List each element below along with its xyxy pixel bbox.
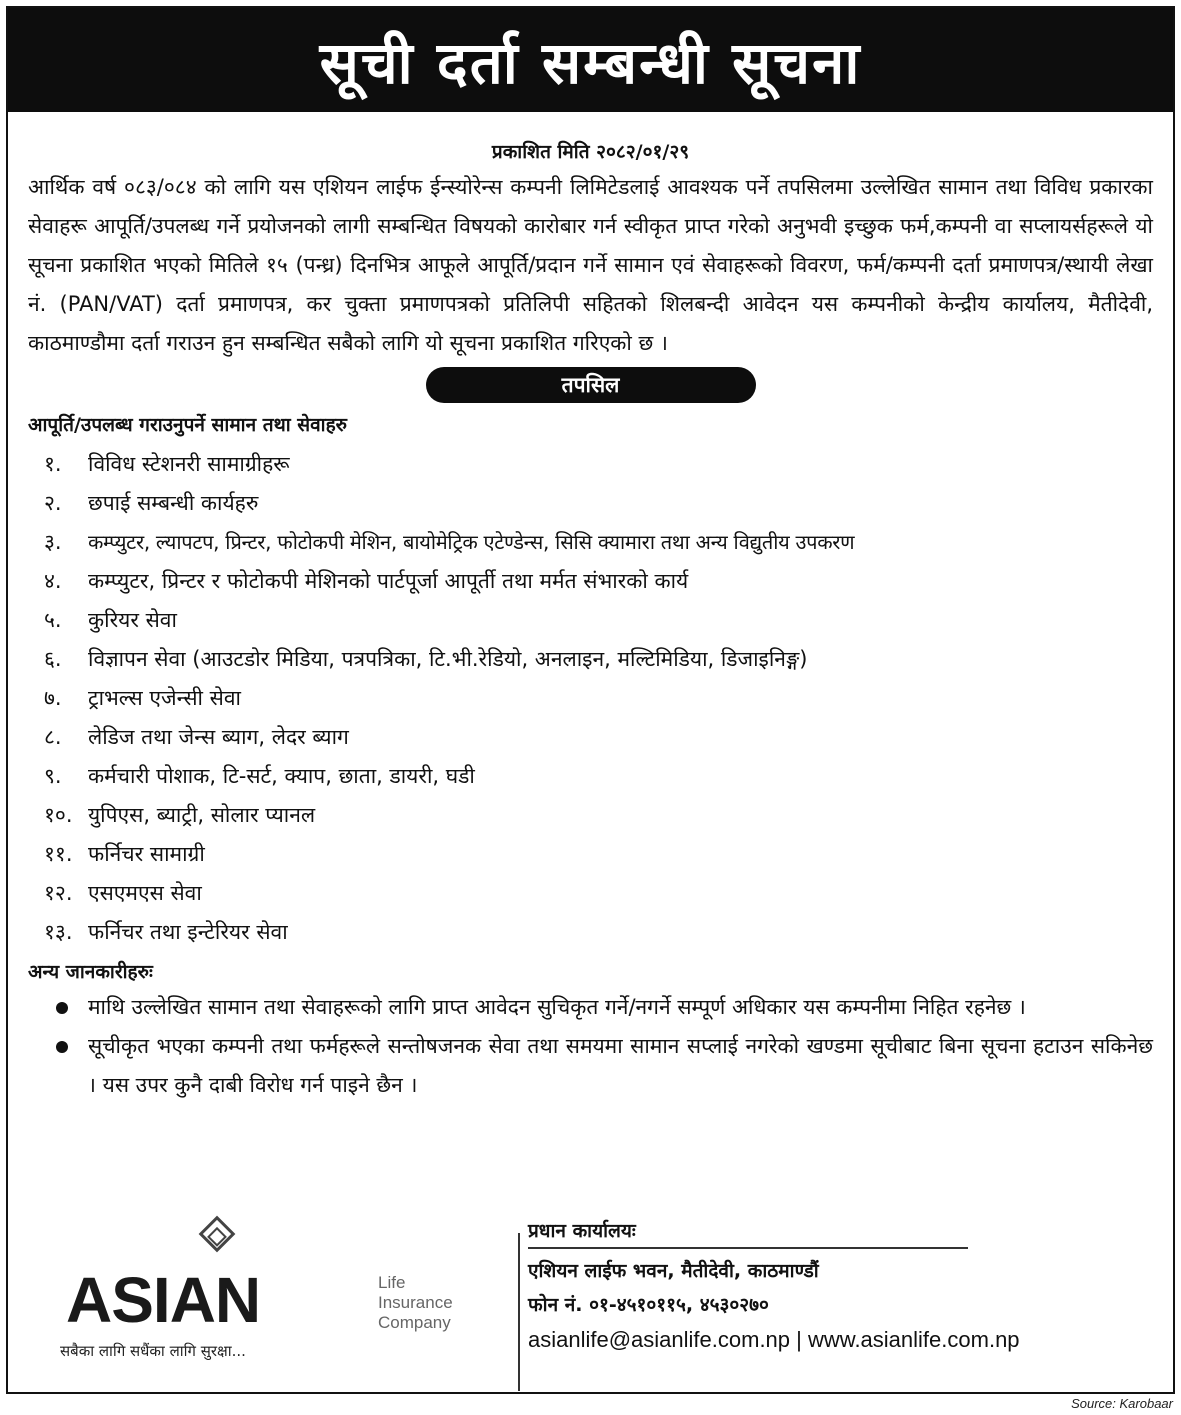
item-number: १३. [44, 920, 73, 944]
footer [8, 1213, 1173, 1393]
schedule-label: तपसिल [426, 367, 756, 403]
item-text: कम्प्युटर, प्रिन्टर र फोटोकपी मेशिनको पार्टपूर्जा आपूर्ती तथा मर्मत संभारको कार्य [88, 569, 689, 593]
item-text: फर्निचर सामाग्री [88, 842, 205, 866]
item-text: कुरियर सेवा [88, 608, 177, 632]
item-number: १२. [44, 881, 73, 905]
source-credit: Source: Karobaar [1071, 1396, 1173, 1411]
company-logo-wordmark: ASIAN [66, 1264, 261, 1336]
logo-sub-line: Insurance [378, 1293, 453, 1312]
list-item [28, 562, 1153, 601]
bullet-icon [28, 1027, 88, 1105]
item-text: फर्निचर तथा इन्टेरियर सेवा [88, 920, 288, 944]
list-item [28, 874, 1153, 913]
head-office-block [528, 1217, 1020, 1353]
list-item [28, 718, 1153, 757]
item-number: १०. [44, 803, 73, 827]
footer-divider [518, 1233, 520, 1391]
list-item [28, 601, 1153, 640]
bullet-icon [28, 988, 88, 1027]
office-phone: फोन नं. ०१-४५१०११५, ४५३०२७० [528, 1294, 769, 1316]
item-text: ट्राभल्स एजेन्सी सेवा [88, 686, 241, 710]
other-info-heading: अन्य जानकारीहरुः [28, 961, 153, 983]
item-number: ८. [44, 725, 62, 749]
item-number: ४. [44, 569, 62, 593]
item-number: ९. [44, 764, 62, 788]
schedule-banner [28, 367, 1153, 403]
item-number: ७. [44, 686, 62, 710]
contact-separator: | [796, 1327, 802, 1352]
notice-title: सूची दर्ता सम्बन्धी सूचना [8, 8, 1173, 112]
item-number: १. [44, 452, 62, 476]
item-number: ३. [44, 530, 62, 554]
other-info-list [28, 988, 1153, 1105]
item-text: विविध स्टेशनरी सामाग्रीहरू [88, 452, 290, 476]
item-text: विज्ञापन सेवा (आउटडोर मिडिया, पत्रपत्रिका, टि.भी.रेडियो, अनलाइन, मल्टिमिडिया, डिजाइनिङ्ग) [88, 647, 808, 671]
office-address: एशियन लाईफ भवन, मैतीदेवी, काठमाण्डौं [528, 1260, 819, 1282]
notice-body [28, 132, 1153, 1105]
list-item [28, 757, 1153, 796]
note-text: माथि उल्लेखित सामान तथा सेवाहरूको लागि प्राप्त आवेदन सुचिकृत गर्ने/नगर्ने सम्पूर्ण अधिकार यस कम्पनीमा निहित रहनेछ । [88, 995, 1026, 1019]
logo-sub-line: Life [378, 1273, 406, 1292]
logo-sub-line: Company [378, 1313, 451, 1332]
list-item [28, 445, 1153, 484]
list-item [28, 988, 1153, 1027]
website-link[interactable]: www.asianlife.com.np [808, 1327, 1020, 1352]
item-number: ६. [44, 647, 62, 671]
item-text: एसएमएस सेवा [88, 881, 202, 905]
list-item [28, 523, 1153, 562]
list-item [28, 796, 1153, 835]
published-date: प्रकाशित मिति २०८२/०१/२९ [491, 141, 690, 163]
supplies-list [28, 445, 1153, 952]
item-text: कर्मचारी पोशाक, टि-सर्ट, क्याप, छाता, डायरी, घडी [88, 764, 475, 788]
supplies-heading: आपूर्ति/उपलब्ध गराउनुपर्ने सामान तथा सेवाहरु [28, 414, 348, 436]
email-link[interactable]: asianlife@asianlife.com.np [528, 1327, 791, 1352]
list-item [28, 913, 1153, 952]
list-item [28, 640, 1153, 679]
list-item [28, 484, 1153, 523]
item-number: ५. [44, 608, 62, 632]
head-office-heading: प्रधान कार्यालयः [528, 1217, 968, 1249]
item-number: ११. [44, 842, 73, 866]
note-text: सूचीकृत भएका कम्पनी तथा फर्महरूले सन्तोषजनक सेवा तथा समयमा सामान सप्लाई नगरेको खण्डमा सूचीबाट बिना सूचना हटाउन सकिनेछ । यस उपर कुनै दाबी विरोध गर्न पाइने छैन । [88, 1034, 1153, 1097]
item-text: कम्प्युटर, ल्यापटप, प्रिन्टर, फोटोकपी मेशिन, बायोमेट्रिक एटेण्डेन्स, सिसि क्यामारा तथा अन्य विद्युतीय उपकरण [88, 530, 855, 554]
item-text: लेडिज तथा जेन्स ब्याग, लेदर ब्याग [88, 725, 349, 749]
contact-line [528, 1327, 1020, 1353]
list-item [28, 679, 1153, 718]
list-item [28, 835, 1153, 874]
list-item [28, 1027, 1153, 1105]
company-logo-subtitle [378, 1273, 453, 1333]
item-text: युपिएस, ब्याट्री, सोलार प्यानल [88, 803, 316, 827]
item-number: २. [44, 491, 62, 515]
notice-frame [6, 6, 1175, 1394]
endless-knot-icon [199, 1216, 236, 1253]
intro-paragraph: आर्थिक वर्ष ०८३/०८४ को लागि यस एशियन लाईफ ईन्स्योरेन्स कम्पनी लिमिटेडलाई आवश्यक पर्ने तपसिलमा उल्लेखित सामान तथा विविध प्रकारका सेवाहरू आपूर्ति/उपलब्ध गर्ने प्रयोजनको लागी सम्बन्धित विषयको कारोबार गर्न स्वीकृत प्राप्त गरेको अनुभवी इच्छुक फर्म,कम्पनी वा सप्लायर्सहरूले यो सूचना प्रकाशित भएको मितिले १५ (पन्ध्र) दिनभित्र आफूले आपूर्ति/प्रदान गर्ने सामान एवं सेवाहरूको विवरण, फर्म/कम्पनी दर्ता प्रमाणपत्र/स्थायी लेखा नं. (PAN/VAT) दर्ता प्रमाणपत्र, कर चुक्ता प्रमाणपत्रको प्रतिलिपी सहितको शिलबन्दी आवेदन यस कम्पनीको केन्द्रीय कार्यालय, मैतीदेवी, काठमाण्डौमा दर्ता गराउन हुन सम्बन्धित सबैको लागि यो सूचना प्रकाशित गरिएको छ । [28, 175, 1153, 355]
company-tagline: सबैका लागि सधैंका लागि सुरक्षा... [60, 1342, 246, 1360]
item-text: छपाई सम्बन्धी कार्यहरु [88, 491, 259, 515]
